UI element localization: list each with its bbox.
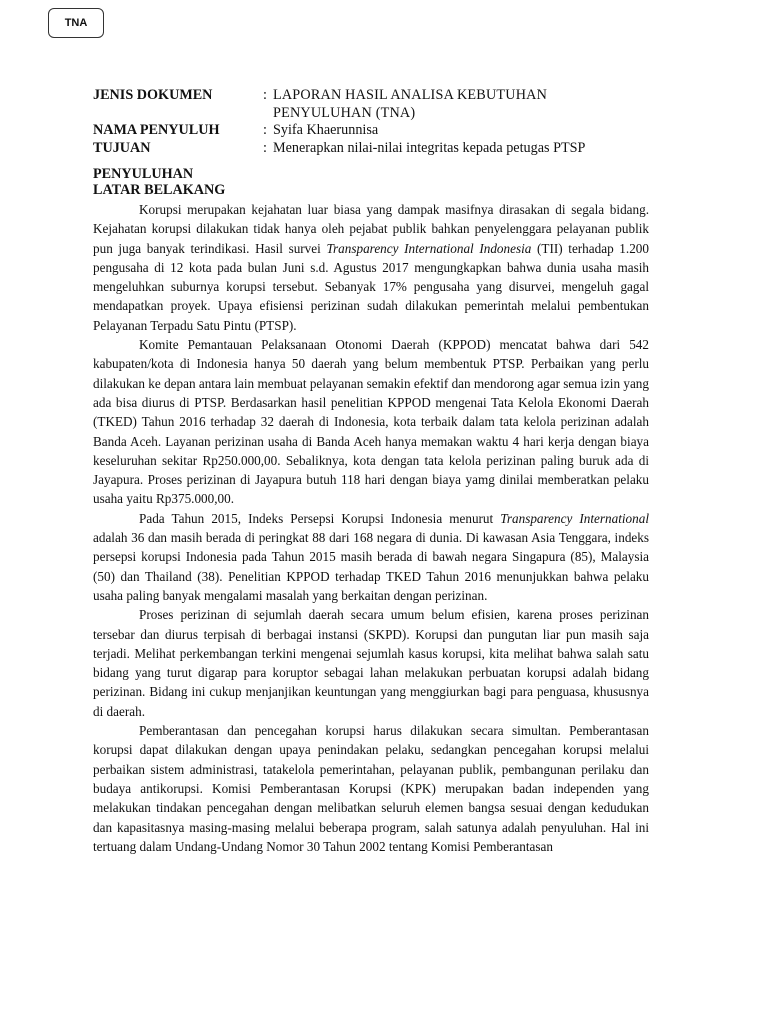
section-heading-line1: PENYULUHAN	[93, 166, 194, 182]
header-colon: :	[263, 122, 267, 138]
header-label: NAMA PENYULUH	[93, 122, 220, 138]
header-value-line2: PENYULUHAN (TNA)	[273, 104, 416, 121]
italic-term: Transparency International	[500, 510, 649, 526]
paragraph-text: adalah 36 dan masih berada di peringkat 88 dari 168 negara di dunia. Di kawasan Asia Tenggara, indeks persepsi korupsi Indonesia pada Tahun 2015 masih berada di bawah negara Singapura (85), Malaysia (50) dan Thailand (38). Penelitian KPPOD terhadap TKED Tahun 2016 menunjukkan bahwa pelaku usaha paling banyak mengalami masalah yang berkaitan dengan perizinan.	[93, 530, 649, 603]
header-value-line1: LAPORAN HASIL ANALISA KEBUTUHAN	[273, 87, 548, 103]
section-heading-line2: LATAR BELAKANG	[93, 182, 226, 198]
paragraph-1	[93, 200, 649, 335]
paragraph-text: (TII) terhadap 1.200 pengusaha di 12 kota pada bulan Juni s.d. Agustus 2017 mengungkapkan bahwa dunia usaha masih mengeluhkan suburnya korupsi tersebut. Sebanyak 17% pengusaha yang disurvei, mengeluh gagal mendapatkan proyek. Upaya efisiensi perizinan sudah dilakukan pemerintah melalui pembentukan Pelayanan Terpadu Satu Pintu (PTSP).	[93, 240, 649, 333]
header-row-nama-penyuluh	[93, 122, 663, 140]
document-header	[93, 87, 663, 157]
header-label: JENIS DOKUMEN	[93, 87, 213, 103]
header-value: Syifa Khaerunnisa	[273, 122, 379, 138]
italic-term: Transparency International Indonesia	[326, 240, 532, 256]
header-row-jenis-dokumen	[93, 87, 663, 122]
tna-badge: TNA	[48, 8, 104, 38]
header-label: TUJUAN	[93, 139, 151, 156]
body-text	[93, 200, 649, 856]
header-row-tujuan	[93, 140, 663, 158]
header-colon: :	[263, 87, 267, 103]
paragraph-2: Komite Pemantauan Pelaksanaan Otonomi Daerah (KPPOD) mencatat bahwa dari 542 kabupaten/kota di Indonesia hanya 50 daerah yang belum membentuk PTSP. Perbaikan yang perlu dilakukan ke depan antara lain membuat pelayanan semakin efektif dan mendorong agar semua izin yang ada bisa diurus di PTSP. Berdasarkan hasil penelitian KPPOD mengenai Tata Kelola Ekonomi Daerah (TKED) Tahun 2016 terhadap 32 daerah di Indonesia, kota terbaik dalam tata kelola perizinan adalah Banda Aceh. Layanan perizinan usaha di Banda Aceh hanya memakan waktu 4 hari kerja dengan biaya keseluruhan sekitar Rp250.000,00. Sebaliknya, kota dengan tata kelola perizinan paling buruk ada di Jayapura. Proses perizinan di Jayapura butuh 118 hari dengan biaya yamg dinilai memberatkan pelaku usaha yaitu Rp375.000,00.	[93, 337, 649, 507]
paragraph-4: Proses perizinan di sejumlah daerah secara umum belum efisien, karena proses perizinan tersebar dan diurus terpisah di berbagai instansi (SKPD). Korupsi dan pungutan liar pun masih saja terjadi. Melihat perkembangan terkini mengenai sejumlah kasus korupsi, kita melihat bahwa salah satu bidang yang turut digarap para koruptor sebagai lahan melakukan perbuatan korupsi adalah bidang perizinan. Bidang ini cukup menjanjikan keuntungan yang menggiurkan bagi para penguasa, khususnya di daerah.	[93, 607, 649, 719]
paragraph-text: Pada Tahun 2015, Indeks Persepsi Korupsi Indonesia menurut	[139, 510, 501, 526]
paragraph-text: Korupsi merupakan kejahatan luar biasa yang dampak masifnya dirasakan di segala bidang. Kejahatan korupsi dilakukan tidak hanya oleh pejabat publik bahkan penyelenggara pelayanan publik pun juga banyak terindikasi. Hasil survei	[93, 202, 649, 256]
header-value: Menerapkan nilai-nilai integritas kepada petugas PTSP	[273, 139, 586, 156]
section-heading	[93, 166, 225, 198]
header-colon: :	[263, 139, 267, 156]
paragraph-3	[93, 509, 649, 605]
header-value	[273, 87, 663, 122]
paragraph-5: Pemberantasan dan pencegahan korupsi harus dilakukan secara simultan. Pemberantasan korupsi dapat dilakukan dengan upaya penindakan pelaku, sedangkan pencegahan korupsi melalui perbaikan sistem administrasi, tatakelola pemerintahan, pelayanan publik, pembangunan perilaku dan budaya antikorupsi. Komisi Pemberantasan Korupsi (KPK) merupakan badan independen yang melakukan tindakan pencegahan dengan melibatkan seluruh elemen bangsa sesuai dengan kedudukan dan kapasitasnya masing-masing melalui beberapa program, salah satunya adalah penyuluhan. Hal ini tertuang dalam Undang-Undang Nomor 30 Tahun 2002 tentang Komisi Pemberantasan	[93, 723, 649, 854]
